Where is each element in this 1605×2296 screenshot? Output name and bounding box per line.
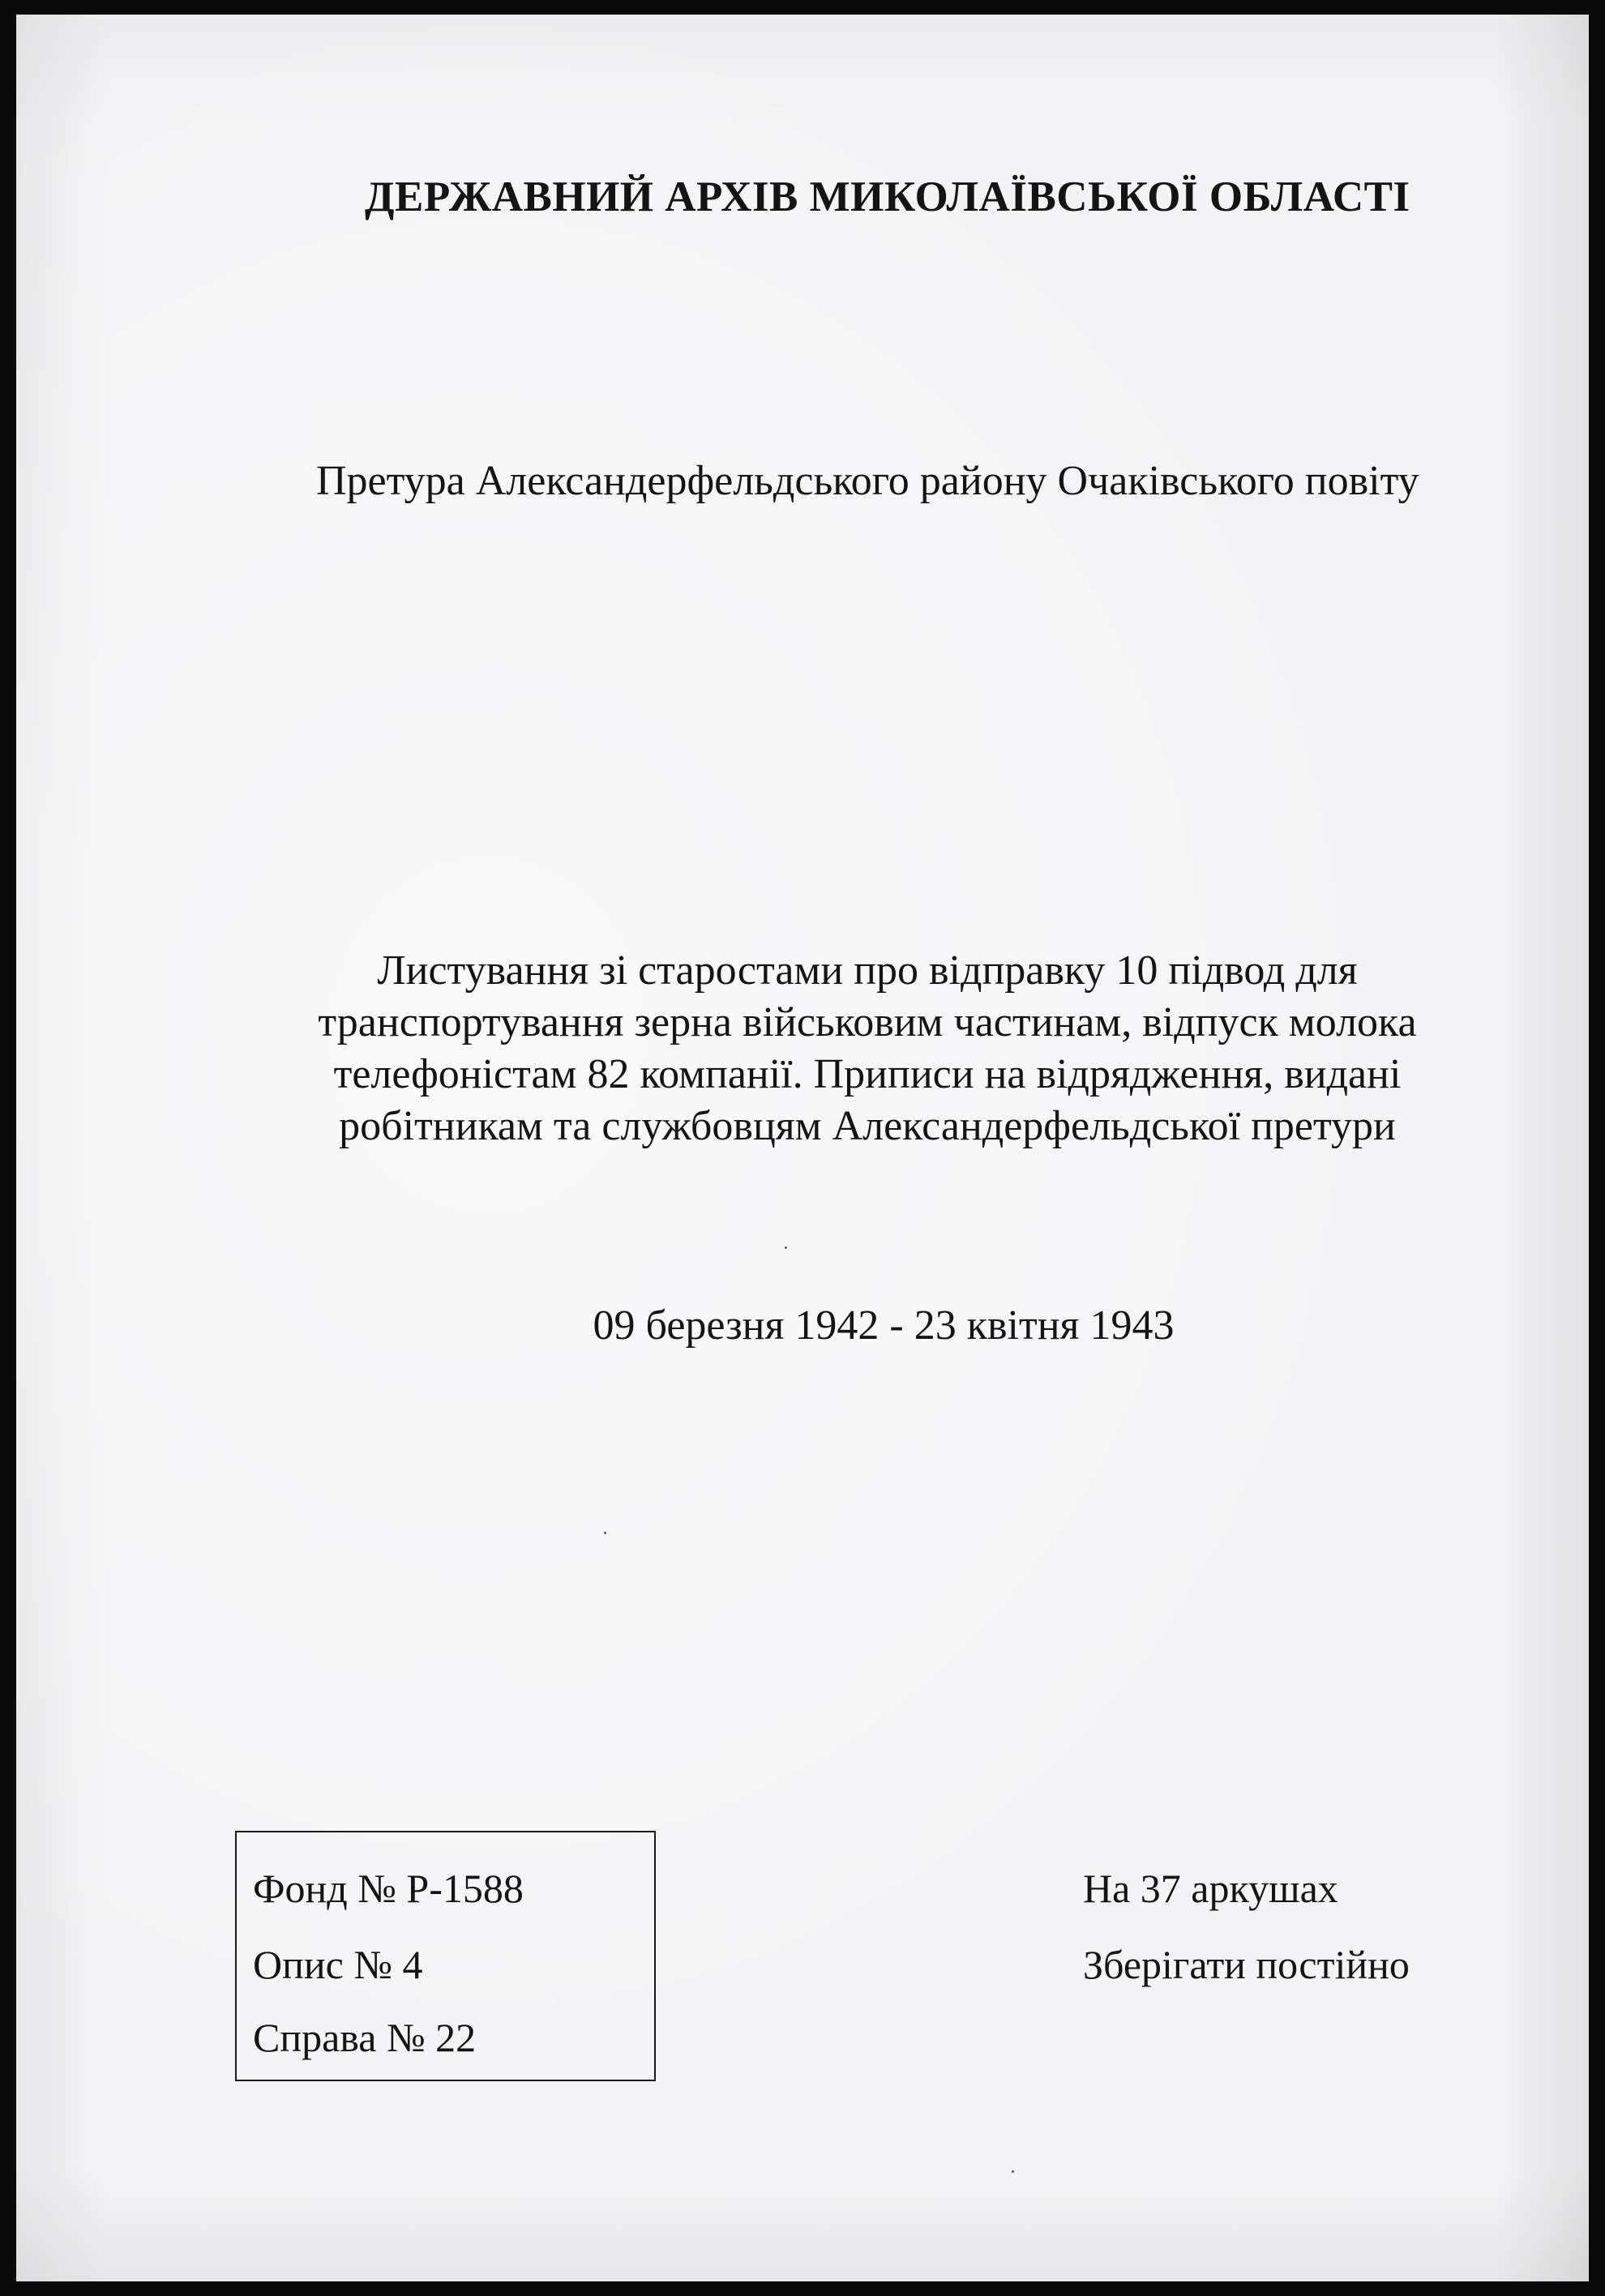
sheet-count: На 37 аркушах: [1083, 1866, 1338, 1911]
case-title-line: транспортування зерна військовим частинам, відпуск молока: [318, 999, 1417, 1045]
case-title: [259, 945, 1475, 1152]
paper-speck: [1012, 2170, 1014, 2173]
opys-number: Опис № 4: [253, 1942, 423, 1987]
case-title-line: телефоністам 82 компанії. Приписи на відрядження, видані: [333, 1051, 1402, 1097]
fund-name: Претура Александерфельдського району Очаківського повіту: [316, 458, 1419, 504]
case-title-line: робітникам та службовцям Александерфельдської претури: [339, 1103, 1396, 1149]
sprava-number: Справа № 22: [253, 2015, 477, 2060]
paper-speck: [604, 1532, 606, 1534]
date-range: 09 березня 1942 - 23 квітня 1943: [593, 1302, 1175, 1349]
case-title-line: Листування зі старостами про відправку 10 підвод для: [377, 947, 1358, 994]
fond-number: Фонд № Р-1588: [253, 1866, 524, 1911]
paper-speck: [785, 1246, 787, 1249]
document-page: [16, 15, 1589, 2281]
archival-reference-box: [235, 1831, 656, 2081]
archive-title: ДЕРЖАВНИЙ АРХІВ МИКОЛАЇВСЬКОЇ ОБЛАСТІ: [365, 173, 1410, 220]
retention-note: Зберігати постійно: [1083, 1942, 1410, 1987]
